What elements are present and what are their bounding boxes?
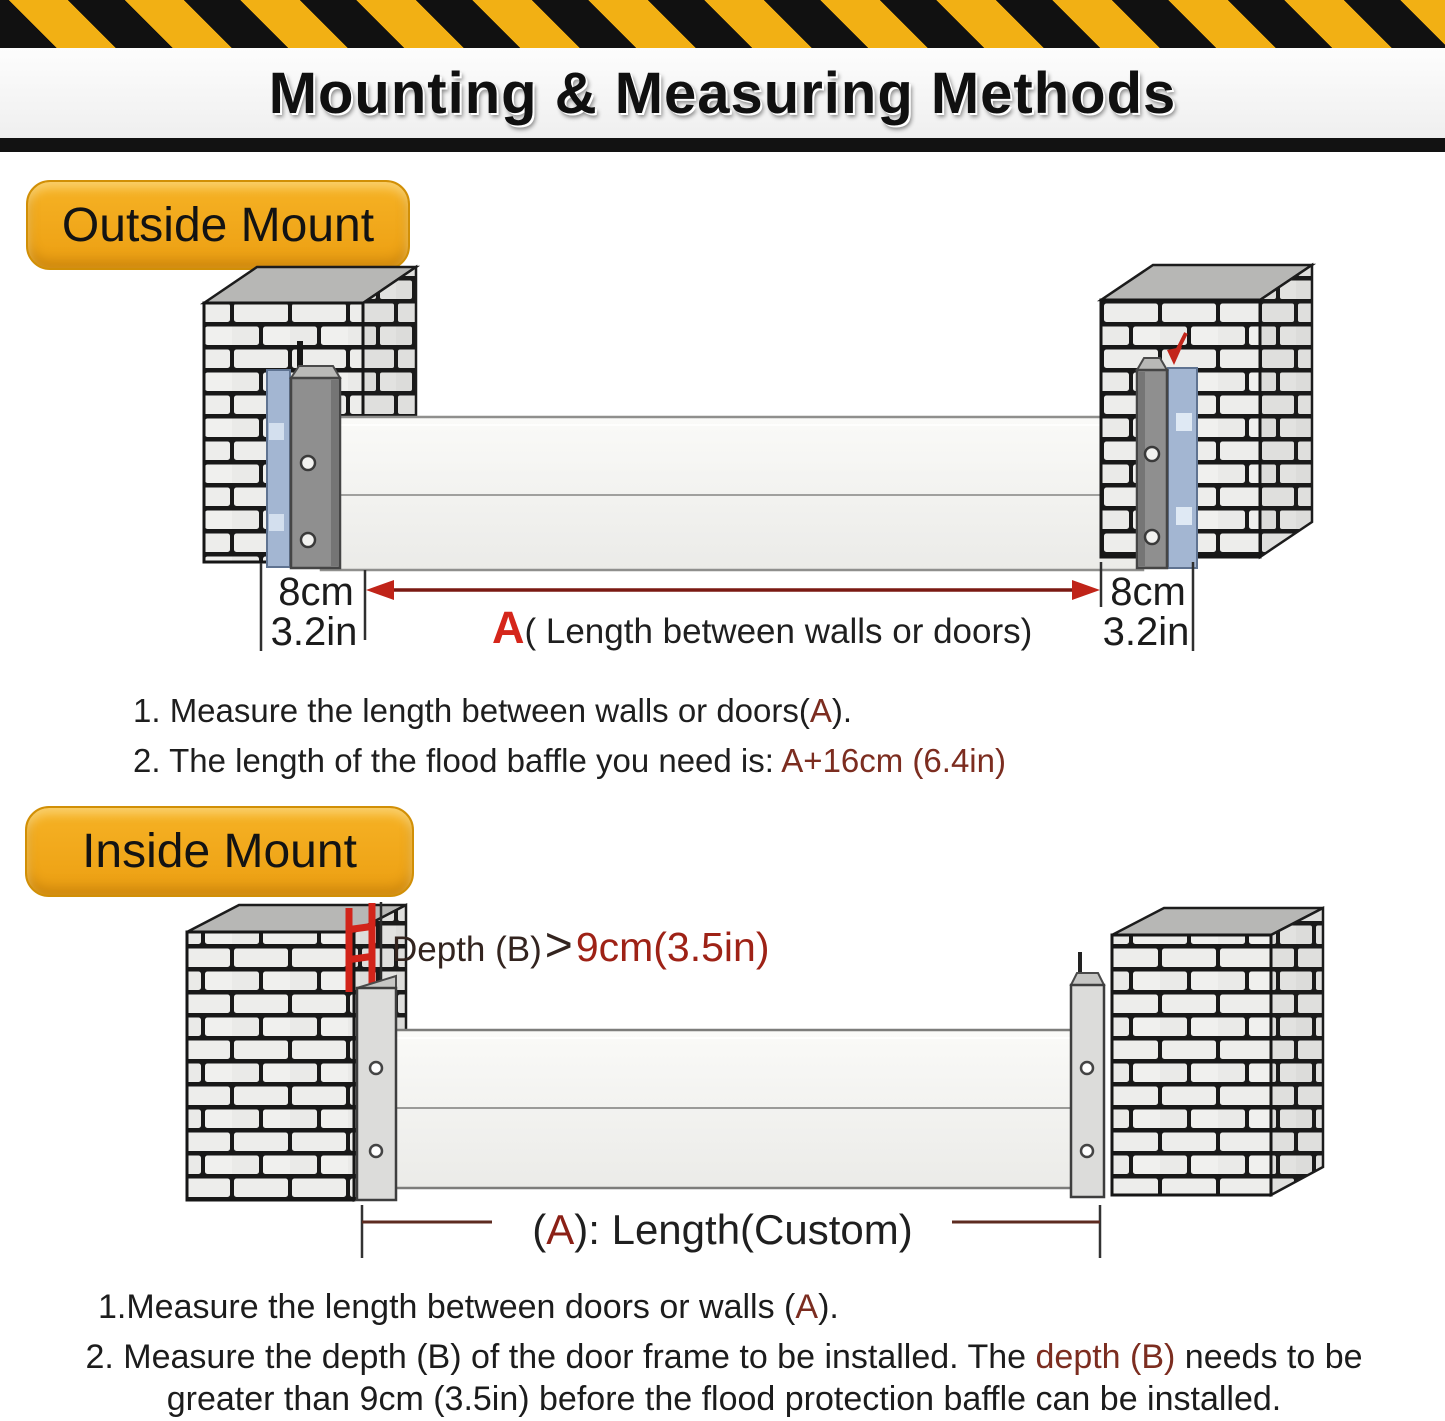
depth-label: Depth (B) > 9cm(3.5in) xyxy=(392,919,770,972)
span-length-text: ( Length between walls or doors) xyxy=(524,612,1033,651)
inside-mount-badge xyxy=(25,806,414,897)
flood-barrier-panels xyxy=(392,1030,1075,1188)
length-custom-label: (A): Length(Custom) xyxy=(532,1206,913,1253)
span-length-label xyxy=(492,602,1032,654)
outside-step-1: 1. Measure the length between walls or doors(A). xyxy=(133,692,853,729)
outside-mount-diagram xyxy=(0,255,1445,655)
left-offset-cm: 8cm xyxy=(278,570,354,614)
right-offset-cm: 8cm xyxy=(1110,570,1186,614)
left-offset-in: 3.2in xyxy=(270,610,358,654)
inside-mount-badge-label: Inside Mount xyxy=(82,825,357,878)
flood-barrier-panels xyxy=(321,417,1143,570)
right-brick-pillar xyxy=(1112,908,1323,1195)
mounting-channel-right xyxy=(1137,358,1167,568)
right-brick-pillar xyxy=(1101,265,1312,557)
banner xyxy=(0,0,1445,152)
banner-divider xyxy=(0,138,1445,152)
hazard-stripes xyxy=(0,0,1445,48)
seal-strip-right xyxy=(1168,368,1197,568)
outside-step-2: 2. The length of the flood baffle you need is: A+16cm (6.4in) xyxy=(133,742,1006,779)
outside-mount-badge-label: Outside Mount xyxy=(61,198,375,252)
inside-step-1: 1.Measure the length between doors or walls (A). xyxy=(98,1288,839,1326)
dimension-arrow xyxy=(366,580,1100,600)
span-length-variable: A xyxy=(492,602,525,653)
title-band xyxy=(0,48,1445,138)
page-title: Mounting & Measuring Methods xyxy=(268,60,1177,126)
mounting-channel-right xyxy=(1071,973,1104,1197)
right-offset-in: 3.2in xyxy=(1102,610,1190,654)
inside-step-2: 2. Measure the depth (B) of the door frame to be installed. The depth (B) needs to be greater than 9cm (3.5in) before the flood protection baffle can be installed. xyxy=(85,1338,1363,1419)
seal-strip-left xyxy=(267,370,290,567)
mounting-channel-left xyxy=(357,976,396,1200)
mounting-channel-left xyxy=(291,366,340,568)
